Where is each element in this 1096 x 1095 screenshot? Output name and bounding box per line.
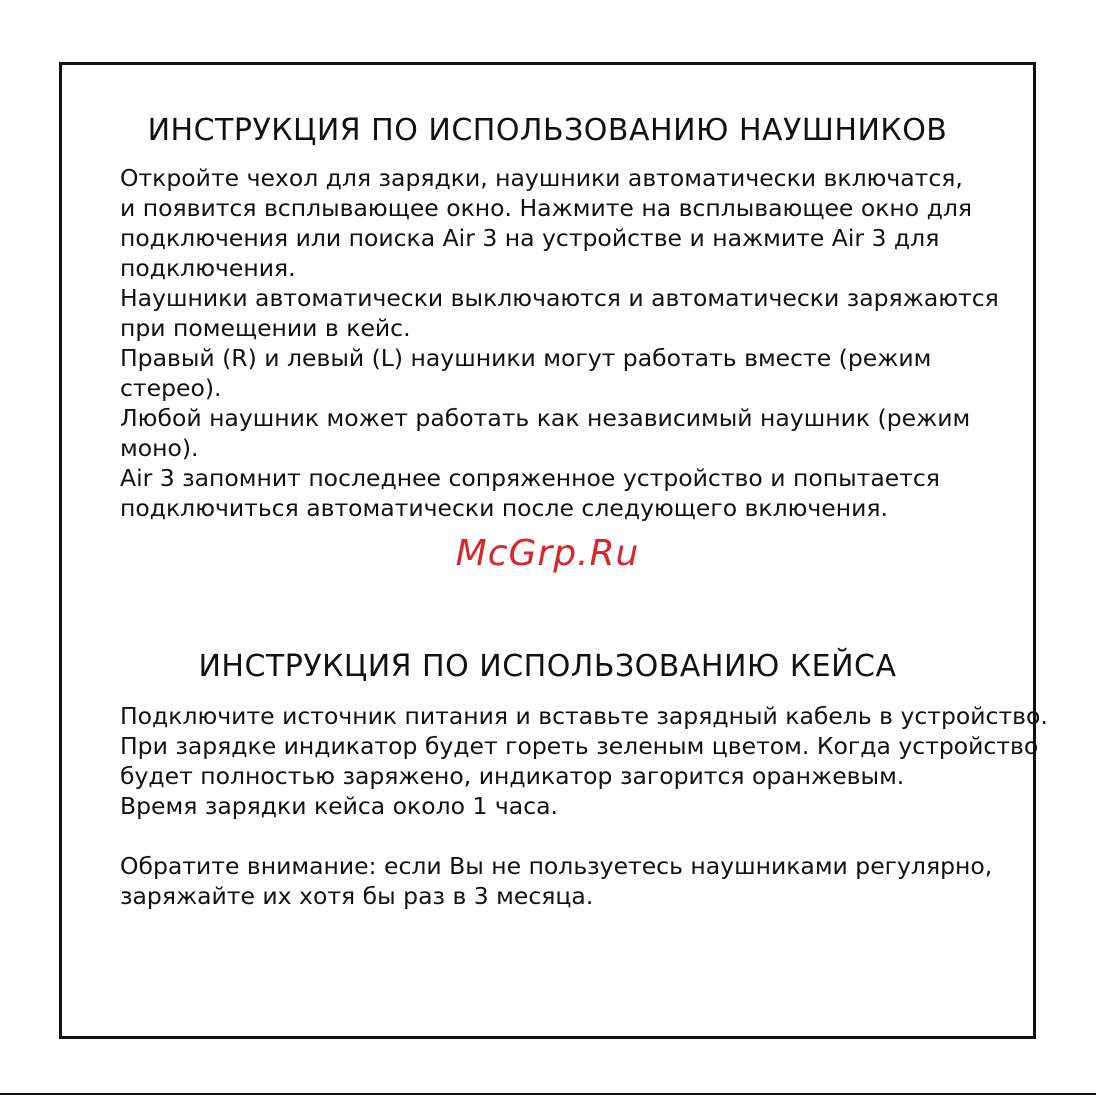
text-line: стерео).: [120, 374, 222, 402]
text-line: моно).: [120, 434, 199, 462]
text-line: подключения.: [120, 254, 296, 282]
charging-note: [120, 851, 1000, 911]
text-line: Обратите внимание: если Вы не пользуетесь наушниками регулярно,: [120, 852, 993, 880]
text-line: Air 3 запомнит последнее сопряженное устройство и попытается: [120, 464, 940, 492]
text-line: Откройте чехол для зарядки, наушники автоматически включатся,: [120, 164, 963, 192]
text-line: будет полностью заряжено, индикатор загорится оранжевым.: [120, 762, 905, 790]
earphones-instructions-body: [120, 163, 1000, 523]
earphones-instructions-title: ИНСТРУКЦИЯ ПО ИСПОЛЬЗОВАНИЮ НАУШНИКОВ: [147, 113, 948, 148]
text-line: Подключите источник питания и вставьте зарядный кабель в устройство.: [120, 702, 1048, 730]
text-line: Любой наушник может работать как независимый наушник (режим: [120, 404, 971, 432]
text-line: Время зарядки кейса около 1 часа.: [120, 792, 558, 820]
text-line: подключиться автоматически после следующего включения.: [120, 494, 888, 522]
text-line: при помещении в кейс.: [120, 314, 411, 342]
text-line: Наушники автоматически выключаются и автоматически заряжаются: [120, 284, 999, 312]
case-instructions-title: ИНСТРУКЦИЯ ПО ИСПОЛЬЗОВАНИЮ КЕЙСА: [198, 649, 897, 684]
text-line: При зарядке индикатор будет гореть зеленым цветом. Когда устройство: [120, 732, 1039, 760]
instruction-frame: [59, 62, 1048, 1039]
case-instructions-body: [120, 701, 1048, 821]
text-line: заряжайте их хотя бы раз в 3 месяца.: [120, 882, 594, 910]
text-line: и появится всплывающее окно. Нажмите на всплывающее окно для: [120, 194, 973, 222]
text-line: подключения или поиска Air 3 на устройстве и нажмите Air 3 для: [120, 224, 940, 252]
watermark: McGrp.Ru: [455, 533, 640, 574]
text-line: Правый (R) и левый (L) наушники могут работать вместе (режим: [120, 344, 932, 372]
